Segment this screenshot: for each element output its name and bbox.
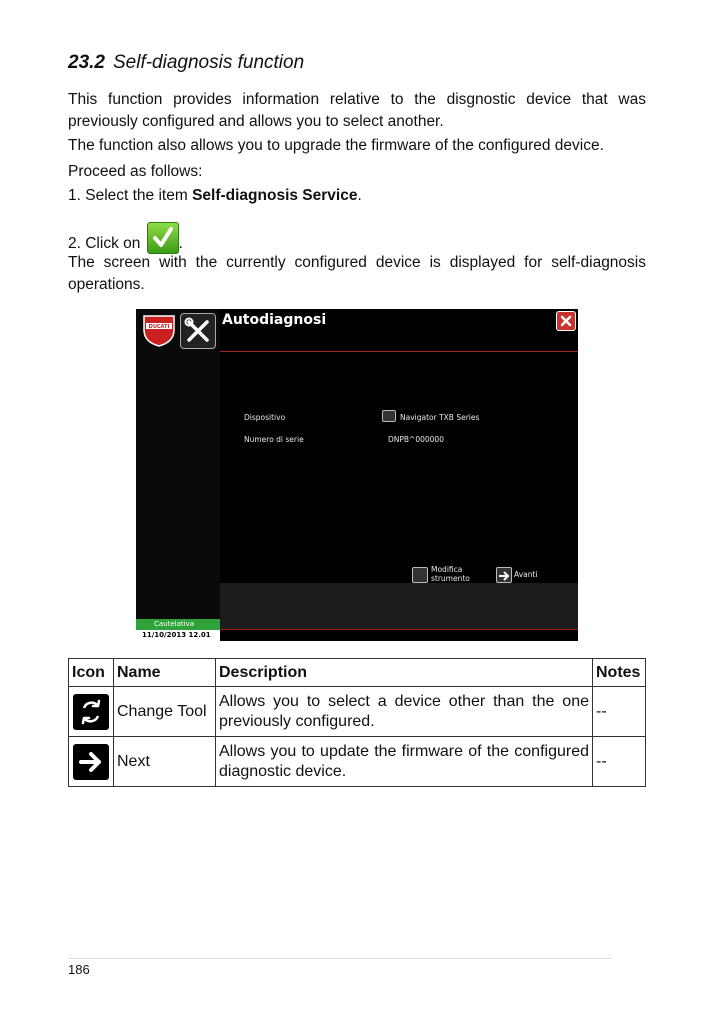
self-diagnosis-screenshot	[136, 309, 578, 641]
screenshot-sidebar	[136, 309, 220, 641]
change-tool-label-line-1: Modifica	[431, 565, 463, 574]
change-tool-label-line-2: strumento	[431, 574, 470, 583]
serial-value: DNPB^000000	[388, 435, 444, 444]
footer-divider-line	[68, 958, 612, 959]
row-icon-cell	[69, 687, 114, 737]
status-badge: Cautelativa	[136, 619, 220, 630]
section-number: 23.2	[68, 52, 105, 73]
tools-icon	[180, 313, 216, 349]
step-1-item: Self-diagnosis Service	[192, 187, 358, 204]
screen-description-paragraph: The screen with the currently configured device is displayed for self-diagnosis operations.	[68, 254, 646, 293]
row-icon-cell	[69, 737, 114, 787]
device-value: Navigator TXB Series	[400, 413, 480, 422]
header-description: Description	[216, 659, 593, 687]
row-description: Allows you to update the firmware of the configured diagnostic device.	[216, 737, 593, 787]
row-name: Next	[114, 737, 216, 787]
step-1-suffix: .	[357, 187, 362, 204]
screenshot-title: Autodiagnosi	[222, 312, 327, 328]
device-icon	[382, 410, 396, 422]
serial-label: Numero di serie	[244, 435, 304, 444]
section-heading	[68, 52, 304, 74]
intro-paragraph: This function provides information relative to the disgnostic device that was previously configured and allows you to select another.	[68, 91, 646, 130]
next-label[interactable]: Avanti	[514, 570, 538, 579]
row-description: Allows you to select a device other than the one previously configured.	[216, 687, 593, 737]
footer-divider	[220, 629, 578, 630]
header-icon: Icon	[69, 659, 114, 687]
icon-table	[68, 658, 646, 787]
page-number: 186	[68, 962, 90, 977]
device-label: Dispositivo	[244, 413, 286, 422]
change-tool-label[interactable]	[431, 565, 470, 583]
arrow-right-icon	[73, 744, 109, 780]
change-tool-icon[interactable]	[412, 567, 428, 583]
datetime-display: 11/10/2013 12.01	[136, 630, 220, 641]
table-row	[69, 737, 646, 787]
ducati-logo-icon	[141, 312, 177, 348]
header-name: Name	[114, 659, 216, 687]
check-mark-icon	[147, 222, 179, 254]
step-1-prefix: 1. Select the item	[68, 187, 193, 204]
next-arrow-icon[interactable]	[496, 567, 512, 583]
table-header-row	[69, 659, 646, 687]
firmware-paragraph: The function also allows you to upgrade the firmware of the configured device.	[68, 137, 604, 154]
proceed-paragraph: Proceed as follows:	[68, 163, 203, 180]
header-notes: Notes	[593, 659, 646, 687]
screenshot-bottom-bar	[220, 583, 578, 629]
step-2-suffix: .	[178, 235, 183, 252]
row-notes: --	[593, 737, 646, 787]
section-title: Self-diagnosis function	[112, 52, 305, 73]
row-name: Change Tool	[114, 687, 216, 737]
step-1	[68, 185, 646, 207]
step-2-prefix: 2. Click on	[68, 235, 145, 252]
change-tool-icon	[73, 694, 109, 730]
ducati-logo-text: DUCATI	[148, 324, 170, 330]
close-icon[interactable]	[556, 311, 576, 331]
header-divider	[220, 351, 578, 352]
step-2	[68, 222, 646, 255]
row-notes: --	[593, 687, 646, 737]
table-row	[69, 687, 646, 737]
